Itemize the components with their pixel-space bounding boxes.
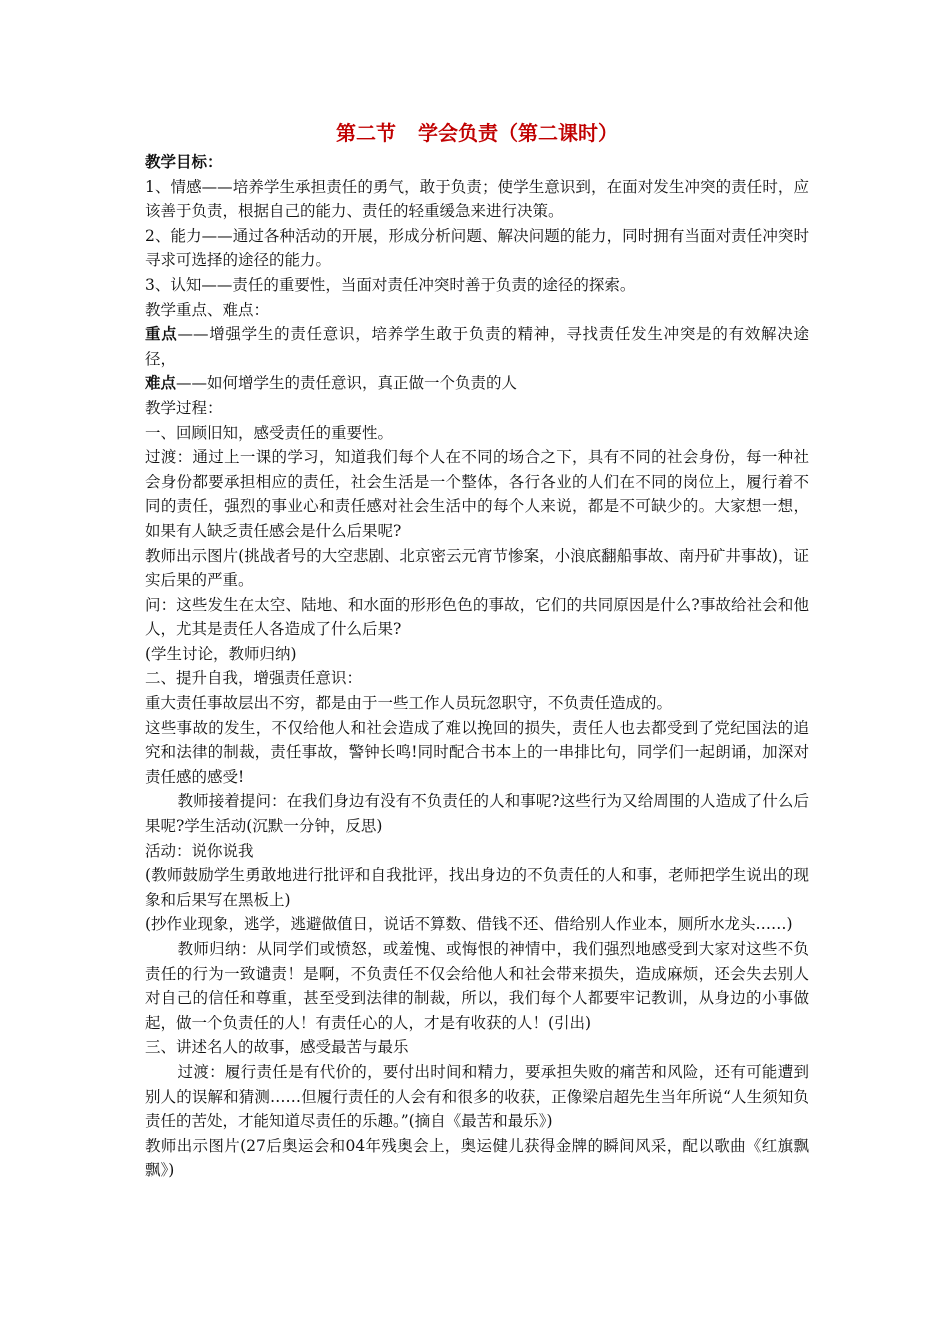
key-text: ——增强学生的责任意识，培养学生敢于负责的精神，寻找责任发生冲突是的有效解决途径， [145, 325, 809, 368]
keypoints-heading: 教学重点、难点： [145, 300, 270, 319]
section-2-heading: 二、提升自我，增强责任意识： [145, 669, 363, 688]
process-heading: 教学过程： [145, 398, 223, 417]
goal-1: 1、情感——培养学生承担责任的勇气，敢于负责；使学生意识到，在面对发生冲突的责任时，应该善于负责，根据自己的能力、责任的轻重缓急来进行决策。 [145, 177, 809, 221]
key-point [145, 322, 809, 371]
activity-paragraph: 活动：说你说我 [145, 841, 254, 860]
discussion-note: (学生讨论，教师归纳) [145, 644, 297, 663]
document-title [145, 118, 809, 148]
followup-paragraph: 教师接着提问：在我们身边有没有不负责任的人和事呢?这些行为又给周围的人造成了什么后果呢?学生活动(沉默一分钟，反思) [145, 792, 809, 836]
transition-paragraph-2: 过渡：履行责任是有代价的，要付出时间和精力，要承担失败的痛苦和风险，还有可能遭到别人的误解和猜测……但履行责任的人会有和很多的收获，正像梁启超先生当年所说“人生须知负责任的苦处，才能知道尽责任的乐趣。”(摘自《最苦和最乐》) [145, 1062, 809, 1131]
consequence-paragraph: 这些事故的发生，不仅给他人和社会造成了难以挽回的损失，责任人也去都受到了党纪国法的追究和法律的制裁，责任事故，警钟长鸣!同时配合书本上的一串排比句，同学们一起朗诵，加深对责任感的感受! [145, 718, 809, 786]
goals-heading: 教学目标： [145, 153, 223, 171]
title-part2: 学会负责（第二课时） [418, 121, 618, 145]
section-3-heading: 三、讲述名人的故事，感受最苦与最乐 [145, 1038, 409, 1057]
question-paragraph: 问：这些发生在太空、陆地、和水面的形形色色的事故，它们的共同原因是什么?事故给社会和他人，尤其是责任人各造成了什么后果? [145, 595, 809, 639]
diff-text: ——如何增学生的责任意识，真正做一个负责的人 [176, 374, 518, 393]
summary-paragraph: 教师归纳：从同学们或愤怒，或羞愧、或悔恨的神情中，我们强烈地感受到大家对这些不负责任的行为一致谴责！是啊，不负责任不仅会给他人和社会带来损失，造成麻烦，还会失去别人对自己的信任和尊重，甚至受到法律的制裁，所以，我们每个人都要牢记教训，从身边的小事做起，做一个负责任的人！有责任心的人，才是有收获的人！(引出) [145, 940, 809, 1032]
examples-paragraph: (抄作业现象，逃学，逃避做值日，说话不算数、借钱不还、借给别人作业本，厕所水龙头……) [145, 915, 793, 934]
difficult-point [145, 371, 809, 396]
section-1-heading: 一、回顾旧知，感受责任的重要性。 [145, 423, 394, 442]
encourage-paragraph: (教师鼓励学生勇敢地进行批评和自我批评，找出身边的不负责任的人和事，老师把学生说出的现象和后果写在黑板上) [145, 866, 809, 909]
olympics-paragraph: 教师出示图片(27后奥运会和04年残奥会上，奥运健儿获得金牌的瞬间风采，配以歌曲《红旗飘飘》) [145, 1136, 809, 1180]
goal-3: 3、认知——责任的重要性，当面对责任冲突时善于负责的途径的探索。 [145, 275, 636, 294]
pictures-paragraph: 教师出示图片(挑战者号的大空悲剧、北京密云元宵节惨案，小浪底翻船事故、南丹矿井事故)，证实后果的严重。 [145, 546, 809, 590]
key-label: 重点 [145, 325, 178, 344]
diff-label: 难点 [145, 374, 177, 393]
transition-paragraph-1: 过渡：通过上一课的学习，知道我们每个人在不同的场合之下，具有不同的社会身份，每一种社会身份都要承担相应的责任，社会生活是一个整体，各行各业的人们在不同的岗位上，履行着不同的责任，强烈的事业心和责任感对社会生活中的每个人来说，都是不可缺少的。大家想一想，如果有人缺乏责任感会是什么后果呢? [145, 448, 809, 540]
accidents-paragraph: 重大责任事故层出不穷，都是由于一些工作人员玩忽职守，不负责任造成的。 [145, 694, 673, 713]
document-page [145, 118, 809, 1183]
title-part1: 第二节 [336, 121, 396, 145]
goal-2: 2、能力——通过各种活动的开展，形成分析问题、解决问题的能力，同时拥有当面对责任冲突时寻求可选择的途径的能力。 [145, 226, 809, 270]
